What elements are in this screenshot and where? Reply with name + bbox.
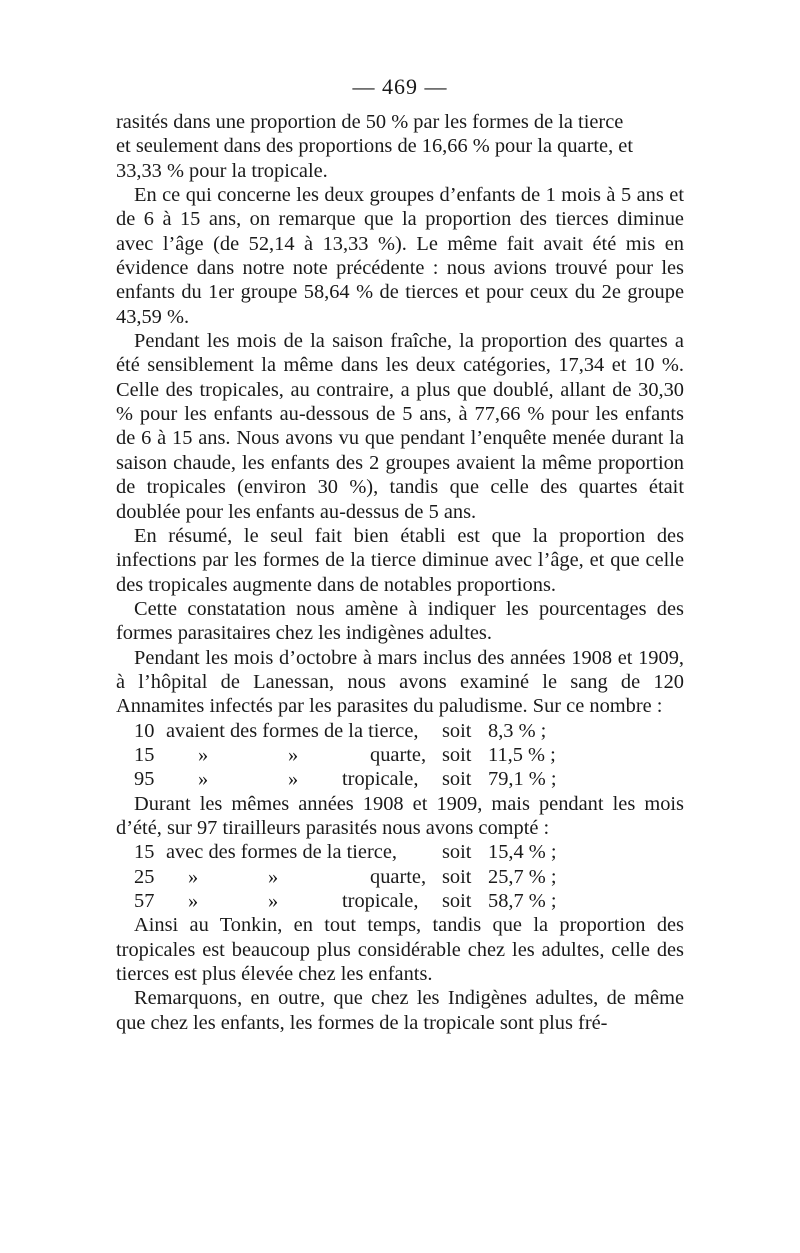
row-count: 25	[134, 865, 155, 888]
row-soit: soit	[442, 719, 472, 742]
table-summer	[116, 840, 684, 913]
intro-line: rasités dans une proportion de 50 % par les formes de la tierce	[116, 111, 624, 133]
row-value: 15,4 % ;	[488, 841, 557, 864]
paragraph-summary: En résumé, le seul fait bien établi est que la proportion des infections par les formes de la tierce diminue avec l’âge, et que celle des tropicales augmente dans de notables proportions.	[116, 524, 684, 596]
intro-line: et seulement dans des proportions de 16,66 % pour la quarte, et	[116, 135, 633, 158]
table-row	[116, 865, 684, 889]
row-description: avec des formes de la tierce,	[166, 841, 397, 864]
table-row	[116, 719, 684, 743]
row-value: 58,7 % ;	[488, 890, 557, 912]
row-ditto: »	[288, 768, 299, 791]
paragraph-summer: Durant les mêmes années 1908 et 1909, mais pendant les mois d’été, sur 97 tirailleurs parasités nous avons compté :	[116, 792, 684, 839]
table-hospital	[116, 719, 684, 792]
paragraph-adults: Cette constatation nous amène à indiquer les pourcentages des formes parasitaires chez les indigènes adultes.	[116, 597, 684, 645]
row-ditto: »	[268, 890, 279, 912]
row-ditto: »	[188, 865, 199, 888]
row-soit: soit	[442, 768, 472, 791]
row-ditto: »	[188, 890, 199, 912]
row-ditto: »	[198, 768, 209, 791]
row-count: 15	[134, 743, 155, 766]
row-form: quarte,	[370, 743, 427, 766]
paragraph-cool-season: Pendant les mois de la saison fraîche, la proportion des quartes a été sensiblement la même dans les deux catégories, 17,34 et 10 %. Celle des tropicales, au contraire, a plus que doublé, allant de 30,30 % pour les enfants au-dessous de 5 ans, à 77,66 % pour les enfants de 6 à 15 ans. Nous avons vu que pendant l’enquête menée durant la saison chaude, les enfants des 2 groupes avaient la même proportion de tropicales (environ 30 %), tandis que celle des quartes était doublée pour les enfants au-dessus de 5 ans.	[116, 330, 684, 523]
intro-line: 33,33 % pour la tropicale.	[116, 159, 328, 182]
row-count: 57	[134, 890, 155, 912]
paragraph-tonkin: Ainsi au Tonkin, en tout temps, tandis que la proportion des tropicales est beaucoup plus considérable chez les adultes, celle des tierces est plus élevée chez les enfants.	[116, 914, 684, 986]
row-form: quarte,	[370, 865, 427, 888]
row-value: 25,7 % ;	[488, 865, 557, 888]
paragraph-age-groups: En ce qui concerne les deux groupes d’enfants de 1 mois à 5 ans et de 6 à 15 ans, on remarque que la proportion des tierces diminue avec l’âge (de 52,14 à 13,33 %). Le même fait avait été mis en évidence dans notre note précédente : nous avions trouvé pour les enfants du 1er groupe 58,64 % de tierces et pour ceux du 2e groupe 43,59 %.	[116, 184, 684, 328]
row-soit: soit	[442, 841, 472, 864]
paragraph-remark: Remarquons, en outre, que chez les Indigènes adultes, de même que chez les enfants, les formes de la tropicale sont plus fré-	[116, 987, 684, 1034]
row-ditto: »	[288, 743, 299, 766]
table-row	[116, 743, 684, 767]
table-row	[116, 767, 684, 791]
row-form: tropicale,	[342, 768, 419, 791]
table-row	[116, 889, 684, 913]
row-value: 11,5 % ;	[488, 743, 556, 766]
row-ditto: »	[198, 743, 209, 766]
row-soit: soit	[442, 743, 472, 766]
body-text	[116, 110, 684, 1035]
row-soit: soit	[442, 865, 472, 888]
row-count: 15	[134, 841, 155, 864]
row-ditto: »	[268, 865, 279, 888]
row-count: 10	[134, 719, 155, 742]
paragraph-hospital: Pendant les mois d’octobre à mars inclus des années 1908 et 1909, à l’hôpital de Lanessan, nous avons examiné le sang de 120 Annamites infectés par les parasites du paludisme. Sur ce nombre :	[116, 646, 684, 718]
row-count: 95	[134, 768, 155, 791]
page-number: — 469 —	[352, 74, 448, 99]
table-row	[116, 840, 684, 864]
row-description: avaient des formes de la tierce,	[166, 719, 419, 742]
row-form: tropicale,	[342, 890, 419, 912]
row-value: 8,3 % ;	[488, 719, 547, 742]
row-value: 79,1 % ;	[488, 768, 557, 791]
row-soit: soit	[442, 890, 472, 912]
